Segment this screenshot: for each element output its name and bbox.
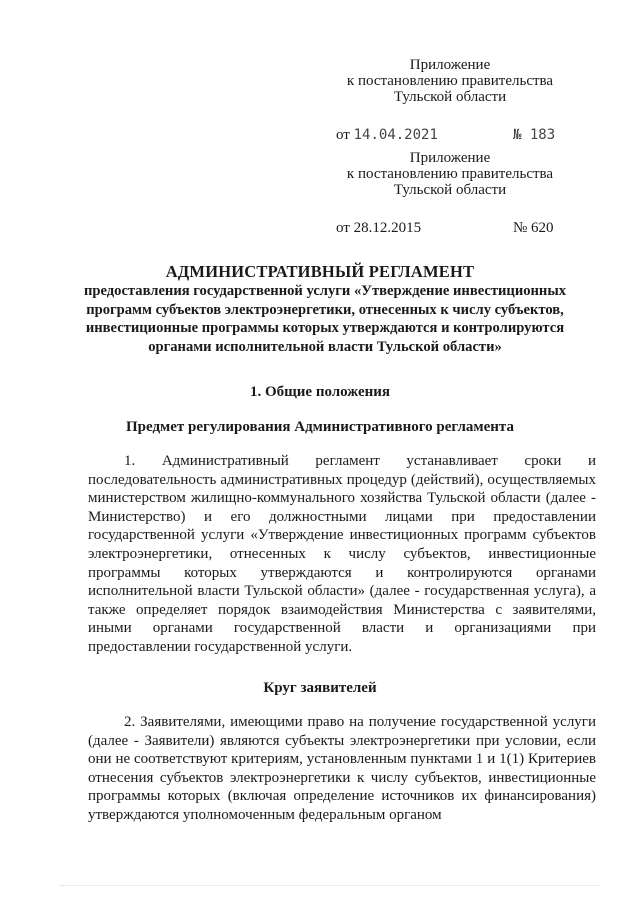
subsection-heading: Круг заявителей bbox=[263, 680, 377, 696]
section-heading: 1. Общие положения bbox=[249, 384, 391, 400]
appendix-line-1: Приложение bbox=[409, 57, 491, 73]
date-stamp: 14.04.2021 bbox=[353, 127, 438, 143]
appendix-line-2: к постановлению правительства bbox=[346, 166, 554, 182]
paragraph-1: 1. Административный регламент устанавливает сроки и последовательность административных процедур (действий), осуществляемых министерством жилищно-коммунального хозяйства Тульской области (далее - Министерство) и его должностными лицами при предоставлении государственной услуги «Утверждение инвестиционных программ субъектов электроэнергетики, отнесенных к числу субъектов, инвестиционные программы которых утверждаются и контролируются органами исполнительной власти Тульской области» (далее - государственная услуга), а также определяет порядок взаимодействия Министерства с заявителями, иными органами государственной власти и организациями при предоставлении государственной услуги. bbox=[88, 453, 596, 655]
document-number-stamp: № 183 bbox=[513, 127, 556, 143]
subsection-heading: Предмет регулирования Административного регламента bbox=[126, 419, 514, 435]
date-label bbox=[336, 127, 438, 143]
appendix-line-1: Приложение bbox=[409, 150, 491, 166]
document-subtitle: предоставления государственной услуги «Утверждение инвестиционных программ субъектов электроэнергетики, отнесенных к числу субъектов, инвестиционные программы которых утверждаются и контролируются органами исполнительной власти Тульской области» bbox=[83, 283, 567, 355]
date-label: от 28.12.2015 bbox=[336, 220, 422, 236]
appendix-line-3: Тульской области bbox=[393, 182, 507, 198]
paragraph-2: 2. Заявителями, имеющими право на получение государственной услуги (далее - Заявители) являются субъекты электроэнергетики при условии, если они не соответствуют критериям, установленным пунктами 1 и 1(1) Критериев отнесения субъектов электроэнергетики к числу субъектов, инвестиционные программы которых (включая определение источников их финансирования) утверждаются уполномоченным федеральным органом bbox=[88, 714, 596, 823]
appendix-reference bbox=[330, 127, 570, 145]
appendix-reference bbox=[330, 220, 570, 238]
scan-artifact-line bbox=[60, 885, 600, 887]
appendix-line-3: Тульской области bbox=[393, 89, 507, 105]
document-number: № 620 bbox=[513, 220, 554, 236]
date-prefix: от bbox=[336, 127, 350, 143]
document-title: АДМИНИСТРАТИВНЫЙ РЕГЛАМЕНТ bbox=[165, 262, 475, 281]
appendix-block-new bbox=[330, 57, 570, 145]
appendix-line-2: к постановлению правительства bbox=[346, 73, 554, 89]
appendix-block-old bbox=[330, 150, 570, 238]
